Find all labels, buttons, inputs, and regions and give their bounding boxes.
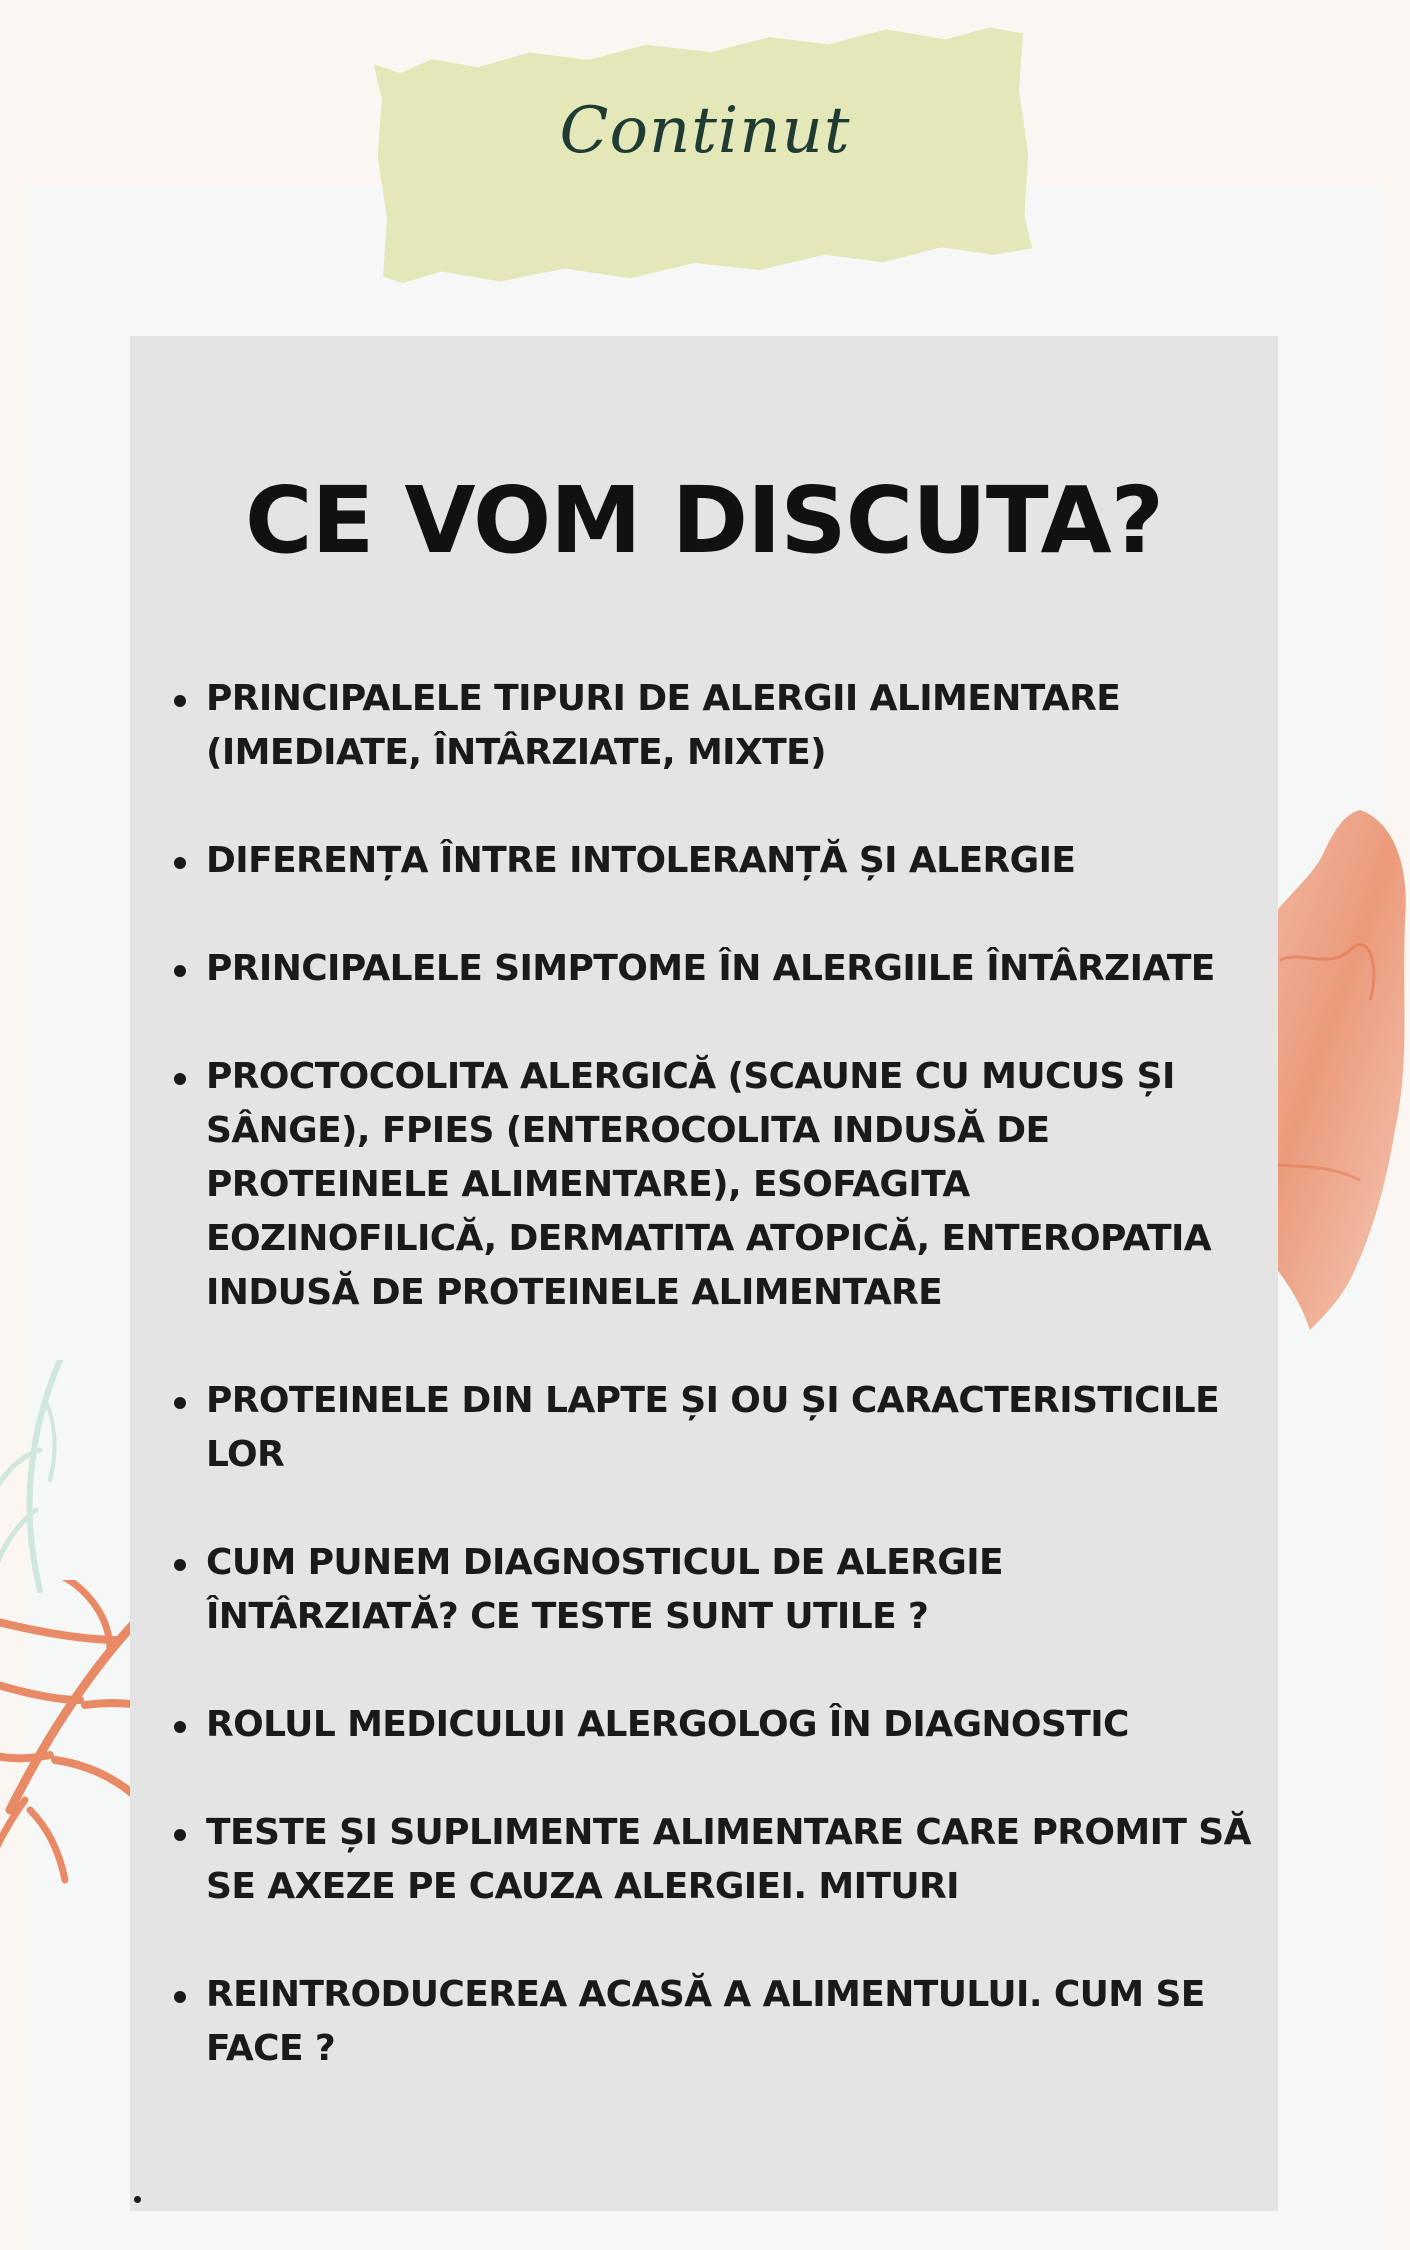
list-item [130, 1698, 1278, 1752]
topic-text: DIFERENȚA ÎNTRE INTOLERANȚĂ ȘI ALERGIE [206, 840, 1076, 881]
stray-dot [134, 2196, 141, 2203]
content-card [130, 336, 1278, 2211]
topic-text: CUM PUNEM DIAGNOSTICUL DE ALERGIE ÎNTÂRZIATĂ? CE TESTE SUNT UTILE ? [206, 1542, 1003, 1637]
list-item [130, 1968, 1278, 2076]
list-item [130, 1806, 1278, 1914]
topic-text: PRINCIPALELE TIPURI DE ALERGII ALIMENTARE (IMEDIATE, ÎNTÂRZIATE, MIXTE) [206, 678, 1121, 773]
bullet-icon [174, 1721, 186, 1733]
topic-text: PROTEINELE DIN LAPTE ȘI OU ȘI CARACTERISTICILE LOR [206, 1380, 1220, 1475]
bullet-icon [174, 695, 186, 707]
list-item [130, 942, 1278, 996]
list-item [130, 834, 1278, 888]
bullet-icon [174, 1991, 186, 2003]
topic-text: TESTE ȘI SUPLIMENTE ALIMENTARE CARE PROMIT SĂ SE AXEZE PE CAUZA ALERGIEI. MITURI [206, 1812, 1251, 1907]
topic-text: PROCTOCOLITA ALERGICĂ (SCAUNE CU MUCUS ȘI SÂNGE), FPIES (ENTEROCOLITA INDUSĂ DE PROTEINELE ALIMENTARE), ESOFAGITA EOZINOFILICĂ, DERMATITA ATOPICĂ, ENTEROPATIA INDUSĂ DE PROTEINELE ALIMENTARE [206, 1056, 1212, 1313]
list-item [130, 1374, 1278, 1482]
topic-text: REINTRODUCEREA ACASĂ A ALIMENTULUI. CUM SE FACE ? [206, 1974, 1205, 2069]
tape-title: Continut [559, 94, 851, 168]
card-title: CE VOM DISCUTA? [244, 467, 1164, 574]
bullet-icon [174, 965, 186, 977]
bullet-icon [174, 1397, 186, 1409]
bullet-icon [174, 1559, 186, 1571]
list-item [130, 1050, 1278, 1320]
list-item [130, 672, 1278, 780]
topic-list [130, 672, 1278, 2130]
topic-text: ROLUL MEDICULUI ALERGOLOG ÎN DIAGNOSTIC [206, 1704, 1129, 1745]
topic-text: PRINCIPALELE SIMPTOME ÎN ALERGIILE ÎNTÂRZIATE [206, 948, 1215, 989]
bullet-icon [174, 857, 186, 869]
bullet-icon [174, 1073, 186, 1085]
list-item [130, 1536, 1278, 1644]
bullet-icon [174, 1829, 186, 1841]
